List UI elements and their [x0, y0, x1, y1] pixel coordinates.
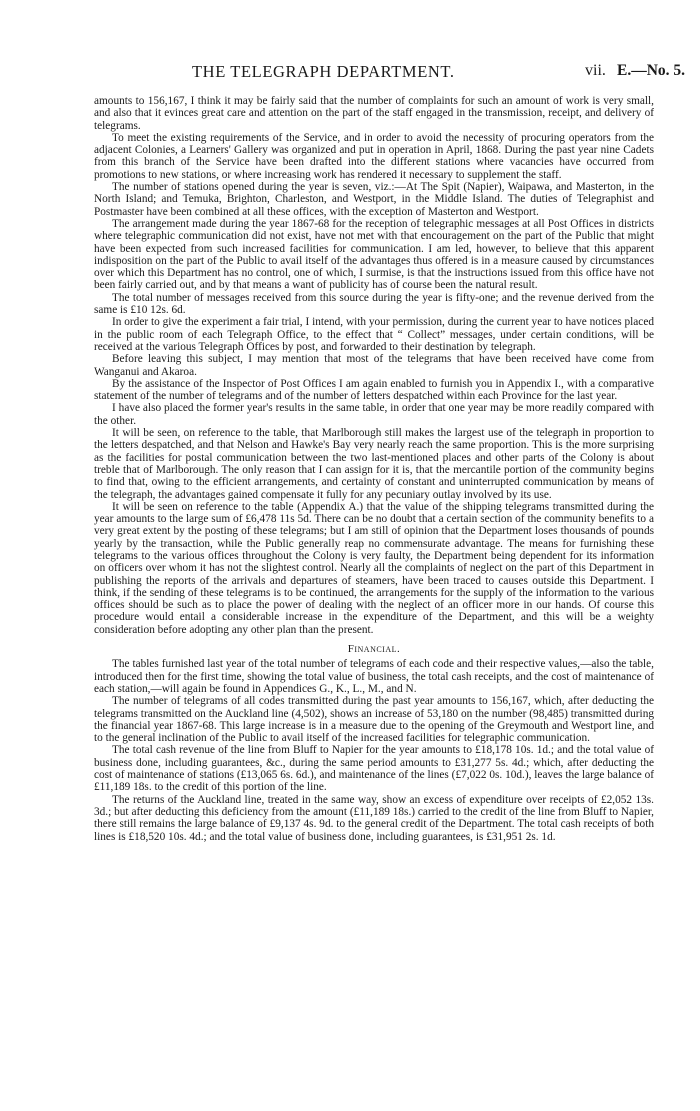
document-reference: E.—No. 5.: [617, 62, 686, 79]
paragraph: It will be seen on reference to the table (Appendix A.) that the value of the shipping telegrams transmitted during the year amounts to the large sum of £6,478 11s 5d. There can be no doubt that a certain section of the community benefits to a very great extent by the posting of these telegrams; but I am still of opinion that the Department loses thousands of pounds yearly by the transaction, while the Public generally reap no commensurate advantage. The means for furnishing these telegrams to the various offices throughout the Colony is very faulty, the Department being dependent for its information on officers over whom it has not the slightest control. Nearly all the complaints of neglect on the part of this Department in publishing the reports of the arrivals and departures of steamers, have been traced to causes outside this Department. I think, if the sending of these telegrams is to be continued, the arrangements for the supply of the information to the various offices should be such as to place the power of dealing with the neglect of an officer more in our hands. Of course this procedure would entail a considerable increase in the expenditure of the Department, and this will be a weighty consideration before adopting any other plan than the present.: [94, 500, 654, 636]
page-number: vii.: [585, 62, 606, 79]
running-title: THE TELEGRAPH DEPARTMENT.: [192, 62, 455, 81]
paragraph: It will be seen, on reference to the table, that Marlborough still makes the largest use of the telegraph in proportion to the letters despatched, and that Nelson and Hawke's Bay very nearly reach the same proportion. This is the more surprising as the facilities for postal communication between the two last-mentioned places and other parts of the Colony is about treble that of Marlborough. The only reason that I can assign for it is, that the mercantile portion of the community begins to find that, owing to the efficient arrangements, and certainty of constant and uninterrupted communication by means of the telegraph, the advantages gained compensate it fully for any pecuniary outlay involved by its use.: [94, 427, 654, 501]
paragraph: amounts to 156,167, I think it may be fairly said that the number of complaints for such an amount of work is very small, and also that it evinces great care and attention on the part of the staff engaged in the transmission, receipt, and delivery of telegrams.: [94, 95, 654, 132]
paragraph: Before leaving this subject, I may mention that most of the telegrams that have been received have come from Wanganui and Akaroa.: [94, 353, 654, 378]
paragraph: The tables furnished last year of the total number of telegrams of each code and their respective values,—also the table, introduced then for the first time, showing the total value of business, the total cash receipts, and the cost of maintenance of each station,—will again be found in Appendices G., K., L., M., and N.: [94, 658, 654, 695]
paragraph: The number of stations opened during the year is seven, viz.:—At The Spit (Napier), Waipawa, and Masterton, in the North Island; and Temuka, Brighton, Charleston, and Westport, in the Middle Island. The duties of Telegraphist and Postmaster have been combined at all these offices, with the exception of Masterton and Westport.: [94, 181, 654, 218]
document-body: [94, 95, 654, 843]
paragraph: I have also placed the former year's results in the same table, in order that one year may be more readily compared with the other.: [94, 402, 654, 427]
paragraph: The total cash revenue of the line from Bluff to Napier for the year amounts to £18,178 10s. 1d.; and the total value of business done, including guarantees, &c., during the same period amounts to £31,277 5s. 4d.; which, after deducting the cost of maintenance of stations (£13,065 6s. 6d.), and maintenance of the lines (£7,022 0s. 10d.), leaves the large balance of £11,189 18s. to the credit of this portion of the line.: [94, 744, 654, 794]
paragraph: The returns of the Auckland line, treated in the same way, show an excess of expenditure over receipts of £2,052 13s. 3d.; but after deducting this deficiency from the amount (£11,189 18s.) carried to the credit of the line from Bluff to Napier, there still remains the large balance of £9,137 4s. 9d. to the general credit of the Department. The total cash receipts of both lines is £18,520 10s. 4d.; and the total value of business done, including guarantees, is £31,951 2s. 1d.: [94, 793, 654, 843]
paragraph: The total number of messages received from this source during the year is fifty-one; and the revenue derived from the same is £10 12s. 6d.: [94, 291, 654, 317]
paragraph: The number of telegrams of all codes transmitted during the past year amounts to 156,167, which, after deducting the telegrams transmitted on the Auckland line (4,502), shows an increase of 53,180 on the number (98,485) transmitted during the financial year 1867-68. This large increase is in a measure due to the opening of the Greymouth and Westport line, and to the general inclination of the Public to avail itself of the increased facilities for telegraphic communication.: [94, 695, 654, 745]
paragraph: In order to give the experiment a fair trial, I intend, with your permission, during the current year to have notices placed in the public room of each Telegraph Office, to the effect that “ Collect” messages, under certain conditions, will be received at the various Telegraph Offices by post, and forwarded to their destination by telegraph.: [94, 316, 654, 353]
paragraph: The arrangement made during the year 1867-68 for the reception of telegraphic messages at all Post Offices in districts where telegraphic communication did not exist, have not met with that encouragement on the part of the Public that might have been expected from such increased facilities for communication. I am led, however, to believe that this apparent indisposition on the part of the Public to avail itself of the advantages thus offered is in a measure caused by circumstances over which this Department has no control, one of which, I surmise, is that the instructions issued from this office have not been fairly carried out, and by that means a want of publicity has of course been the natural result.: [94, 217, 654, 292]
paragraph: To meet the existing requirements of the Service, and in order to avoid the necessity of procuring operators from the adjacent Colonies, a Learners' Gallery was organized and put in operation in April, 1868. During the past year nine Cadets from this branch of the Service have been drafted into the different stations where vacancies have occurred from promotions to new stations, or where increasing work has rendered it necessary to supplement the staff.: [94, 131, 654, 181]
section-heading-financial: Financial.: [347, 643, 401, 656]
paragraph: By the assistance of the Inspector of Post Offices I am again enabled to furnish you in Appendix I., with a comparative statement of the number of telegrams and of the number of letters despatched within each Province for the last year.: [94, 377, 654, 403]
page-header: [0, 62, 700, 82]
